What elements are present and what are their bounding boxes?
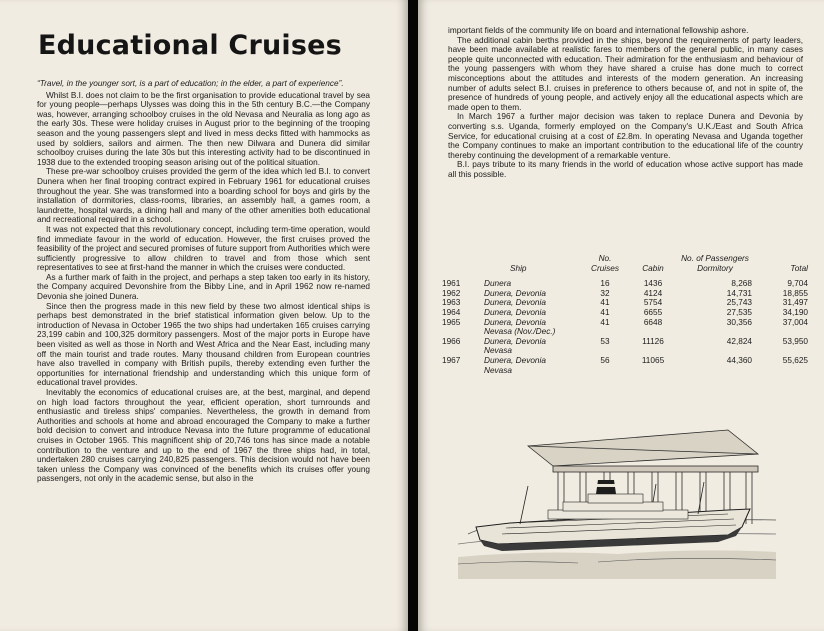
cell-ship bbox=[484, 289, 582, 299]
header-cabin: Cabin bbox=[642, 263, 664, 273]
table-row bbox=[442, 308, 808, 318]
cell-total: 34,190 bbox=[782, 307, 808, 317]
table-header bbox=[442, 264, 808, 274]
cell-total: 55,625 bbox=[782, 355, 808, 365]
ship-line: Dunera, Devonia bbox=[484, 317, 546, 327]
cell-dormitory: 30,356 bbox=[726, 317, 752, 327]
cell-dormitory: 27,535 bbox=[726, 307, 752, 317]
cell-cruises: 16 bbox=[600, 279, 610, 289]
cell-ship bbox=[484, 298, 582, 308]
statistics-table bbox=[442, 254, 808, 375]
body-paragraph: Whilst B.I. does not claim to be the first organisation to provide educational travel by sea for young people—perhaps Ulysses was doing this in the 5th century B.C.—the Company was, however, arranging schoolboy cruises in the old Nevasa and Neuralia as long ago as the early 30s. These were holiday cruises in August prior to the beginning of the trooping season and the young passengers slept and lived in mess decks fitted with hammocks as used by soldiers, sailors and airmen. The then new Dilwara and Dunera did similar schoolboy cruises during the late 30s but this interesting activity had to be discontinued in 1938 due to the extended trooping season arising out of the political situation. bbox=[37, 90, 370, 167]
page-gutter bbox=[408, 0, 418, 631]
header-no: No. bbox=[598, 254, 612, 263]
cell-cruises: 56 bbox=[600, 355, 610, 365]
header-cruises: Cruises bbox=[591, 263, 619, 273]
cell-year: 1961 bbox=[442, 279, 461, 289]
cell-cabin: 11065 bbox=[641, 355, 665, 365]
table-header-top bbox=[442, 254, 808, 264]
table-row bbox=[442, 298, 808, 308]
cell-cabin: 6655 bbox=[643, 307, 663, 317]
table-row bbox=[442, 337, 808, 356]
ship-line: Dunera, Devonia bbox=[484, 288, 546, 298]
cell-cruises: 32 bbox=[600, 288, 610, 298]
table-row bbox=[442, 318, 808, 337]
ship-line-2: Nevasa bbox=[484, 365, 512, 375]
body-paragraph: important fields of the community life on board and international fellowship ashore. bbox=[448, 26, 749, 35]
cell-ship bbox=[484, 356, 582, 375]
cell-cruises: 41 bbox=[600, 307, 610, 317]
cell-dormitory: 8,268 bbox=[731, 279, 752, 289]
cell-year: 1966 bbox=[442, 336, 461, 346]
ship-line: Dunera, Devonia bbox=[484, 355, 546, 365]
cell-ship bbox=[484, 337, 582, 356]
cell-dormitory: 14,731 bbox=[726, 288, 752, 298]
header-total: Total bbox=[790, 263, 808, 273]
cell-total: 18,855 bbox=[782, 288, 808, 298]
left-page bbox=[0, 0, 408, 631]
opening-quote: “Travel, in the younger sort, is a part of education; in the elder, a part of experience”. bbox=[37, 79, 344, 88]
body-paragraph: As a further mark of faith in the project, and perhaps a step taken too early in its history, the Company acquired Devonshire from the Bibby Line, and in April 1962 now re-named Devonia she joined Dunera. bbox=[37, 272, 370, 302]
cell-ship bbox=[484, 279, 582, 289]
cell-cabin: 4124 bbox=[643, 288, 663, 298]
cell-dormitory: 25,743 bbox=[726, 298, 752, 308]
cell-total: 9,704 bbox=[787, 279, 808, 289]
ship-drawing bbox=[458, 480, 776, 579]
ship-line: Dunera, Devonia bbox=[484, 298, 546, 308]
body-paragraph: Inevitably the economics of educational cruises are, at the best, marginal, and depend on high load factors throughout the year, efficient operation, short turnrounds and enthusiastic and tireless ships' companies. Nevertheless, the growth in demand from Authorities and schools at home and abroad encouraged the Company to make a further bold decision to convert and introduce Nevasa into the future programme of educational cruises in October 1965. This magnificent ship of 20,746 tons has since made a notable contribution to the venture and up to the end of 1967 the three ships had, in total, undertaken 280 cruises carrying 240,825 passengers. This decision would not have been taken unless the Company was convinced of the benefits which its cruises offer young passengers, not only in the academic sense, but also in the bbox=[37, 388, 370, 484]
body-paragraph: In March 1967 a further major decision was taken to replace Dunera and Devonia by converting s.s. Uganda, formerly employed on the Company's U.K./East and South Africa Service, for educational cruising at a cost of £2.8m. In operating Nevasa and Uganda together the Company continues to make an important contribution to the educational life of the country thereby continuing the development of a remarkable venture. bbox=[448, 112, 803, 160]
ship-line-2: Nevasa (Nov./Dec.) bbox=[484, 327, 556, 337]
header-dormitory: Dormitory bbox=[697, 263, 733, 273]
body-paragraph: B.I. pays tribute to its many friends in the world of education whose active support has made all this possible. bbox=[448, 160, 803, 179]
cell-total: 53,950 bbox=[782, 336, 808, 346]
cell-total: 37,004 bbox=[782, 317, 808, 327]
right-page bbox=[418, 0, 824, 631]
cell-cruises: 41 bbox=[600, 298, 610, 308]
cell-cabin: 1436 bbox=[643, 279, 663, 289]
cell-ship bbox=[484, 308, 582, 318]
header-year bbox=[442, 264, 484, 274]
cell-year: 1965 bbox=[442, 317, 461, 327]
cell-total: 31,497 bbox=[782, 298, 808, 308]
table-row bbox=[442, 279, 808, 289]
cell-cabin: 6648 bbox=[643, 317, 663, 327]
body-paragraph: Since then the progress made in this new field by these two almost identical ships is perhaps best demonstrated in the brief statistical information given below. Up to the introduction of Nevasa in October 1965 the two ships had undertaken 165 cruises carrying 23,199 cabin and 100,325 dormitory passengers. Most of the major ports in Europe have been visited as well as those in North and West Africa and the Near East, including many off the main tourist and trade routes. Many thousand children from European countries have also travelled in company with British pupils, thereby extending even further the opportunities for international friendship and understanding which this unique form of educational travel provides. bbox=[37, 301, 370, 388]
page-title: Educational Cruises bbox=[38, 30, 342, 61]
ship-line: Dunera, Devonia bbox=[484, 307, 546, 317]
cell-dormitory: 44,360 bbox=[726, 355, 752, 365]
header-passengers: No. of Passengers bbox=[681, 254, 749, 263]
table-row bbox=[442, 289, 808, 299]
cell-ship bbox=[484, 318, 582, 337]
ship-line: Dunera, Devonia bbox=[484, 336, 546, 346]
cell-year: 1963 bbox=[442, 298, 461, 308]
body-paragraph: It was not expected that this revolutionary concept, including term-time operation, would find immediate favour in the world of education. However, the first cruises proved the feasibility of the project and secured promises of future support from Authorities which were sufficiently progressive to allow children to travel and from those which sent representatives to see at first-hand the manner in which the cruises were conducted. bbox=[37, 224, 370, 273]
cell-dormitory: 42,824 bbox=[726, 336, 752, 346]
cell-cruises: 41 bbox=[600, 317, 610, 327]
cell-year: 1962 bbox=[442, 288, 461, 298]
ship-line: Dunera bbox=[484, 279, 512, 289]
left-column bbox=[37, 79, 370, 484]
ship-line-2: Nevasa bbox=[484, 346, 512, 356]
body-paragraph: These pre-war schoolboy cruises provided the germ of the idea which led B.I. to convert Dunera when her final trooping contract expired in February 1961 for educational cruises throughout the year. She was transformed into a boarding school for boys and girls by the installation of dormitories, class-rooms, libraries, an assembly hall, a games room, a laundrette, hospital wards, a dining hall and many of the other amenities both educational and recreational required in a school. bbox=[37, 167, 370, 225]
cell-year: 1964 bbox=[442, 307, 461, 317]
header-ship: Ship bbox=[510, 263, 527, 273]
body-paragraph: The additional cabin berths provided in the ships, beyond the requirements of party leaders, have been made available at realistic fares to members of the general public, in many cases people quite unconnected with education. Their admiration for the enthusiasm and behaviour of the young passengers with whom they have shared a cruise has done much to correct misconceptions about the attitudes and interests of the modern generation. An increasing number of adults select B.I. cruises in preference to others because of, and not in spite of, the presence of hundreds of young people, and actively enjoy all the educational aspects which are made open to them. bbox=[448, 35, 803, 112]
cell-year: 1967 bbox=[442, 355, 461, 365]
cell-cabin: 11126 bbox=[642, 336, 664, 346]
table-row bbox=[442, 356, 808, 375]
right-column bbox=[448, 26, 803, 180]
cell-cabin: 5754 bbox=[643, 298, 663, 308]
ship-and-temple-illustration bbox=[458, 424, 776, 579]
cell-cruises: 53 bbox=[600, 336, 610, 346]
